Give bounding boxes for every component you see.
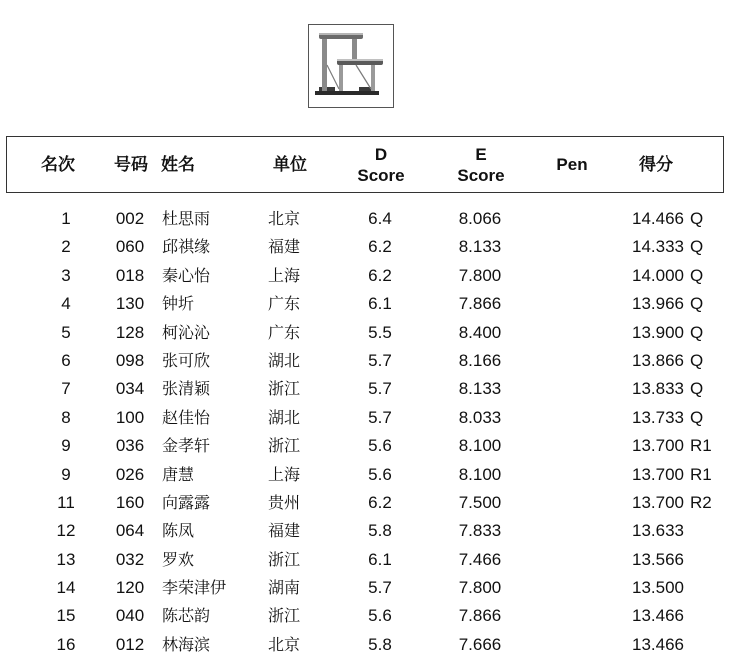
rank-cell: 6: [61, 350, 71, 370]
e-score-cell: 7.666: [458, 634, 502, 654]
header-rank-label: 名次: [41, 155, 75, 174]
d-score-cell: 5.5: [368, 322, 392, 342]
total-cell: 14.466: [632, 209, 684, 228]
name-cell: 陈凤: [162, 521, 195, 541]
total-cell: 13.466: [632, 606, 684, 626]
e-score-cell: 8.400: [458, 322, 502, 342]
name-cell: 向露露: [162, 492, 211, 512]
qualification-cell: Q: [690, 294, 704, 314]
rank-cell: 11: [57, 492, 75, 512]
table-row: [0, 489, 730, 517]
uneven-bars-icon: [308, 24, 394, 108]
name-cell: 张清颖: [162, 379, 211, 399]
rank-cell: 16: [56, 634, 76, 654]
header-e-score: [441, 137, 521, 192]
qualification-cell: R1: [690, 464, 712, 484]
e-score-cell: 8.133: [458, 237, 502, 257]
header-pen-label: Pen: [556, 155, 588, 174]
rank-cell: 8: [61, 407, 71, 427]
e-score-cell: 7.800: [458, 578, 502, 598]
qualification-cell: R1: [690, 436, 712, 456]
table-row: [0, 631, 730, 659]
qualification-cell: Q: [690, 407, 704, 427]
name-cell: 赵佳怡: [162, 407, 211, 427]
rank-cell: 7: [61, 379, 71, 399]
name-cell: 杜思雨: [162, 209, 211, 228]
unit-cell: 广东: [268, 294, 301, 314]
qualification-cell: Q: [690, 379, 704, 399]
results-list: [0, 205, 730, 659]
total-cell: 13.900: [632, 322, 684, 342]
header-unit-label: 单位: [273, 155, 307, 174]
e-score-cell: 8.100: [458, 464, 502, 484]
rank-cell: 1: [61, 209, 71, 228]
number-cell: 064: [115, 521, 145, 541]
number-cell: 032: [115, 549, 145, 569]
unit-cell: 福建: [268, 521, 301, 541]
d-score-cell: 6.2: [368, 492, 392, 512]
total-cell: 13.633: [632, 521, 684, 541]
name-cell: 罗欢: [162, 549, 195, 569]
d-score-cell: 5.7: [368, 578, 392, 598]
header-total: [625, 137, 687, 192]
table-row: [0, 602, 730, 630]
total-cell: 13.733: [632, 407, 684, 427]
e-score-cell: 7.800: [458, 265, 502, 285]
table-row: [0, 233, 730, 261]
name-cell: 林海滨: [162, 634, 211, 654]
name-cell: 秦心怡: [162, 265, 211, 285]
header-number: [107, 137, 155, 192]
header-unit: [262, 137, 318, 192]
rank-cell: 2: [61, 237, 71, 257]
total-cell: 13.700: [632, 492, 684, 512]
header-d-label: D: [374, 144, 388, 164]
total-cell: 13.866: [632, 350, 684, 370]
total-cell: 13.833: [632, 379, 684, 399]
number-cell: 040: [115, 606, 145, 626]
table-row: [0, 347, 730, 375]
unit-cell: 湖南: [268, 578, 301, 598]
unit-cell: 上海: [268, 464, 301, 484]
d-score-cell: 5.8: [368, 634, 392, 654]
header-d-score: [343, 137, 419, 192]
header-pen: [541, 137, 603, 192]
d-score-cell: 6.2: [368, 237, 392, 257]
number-cell: 012: [115, 634, 145, 654]
number-cell: 060: [115, 237, 145, 257]
unit-cell: 福建: [268, 237, 301, 257]
table-row: [0, 432, 730, 460]
e-score-cell: 7.500: [458, 492, 502, 512]
d-score-cell: 5.7: [368, 379, 392, 399]
header-rank: [31, 137, 85, 192]
header-number-label: 号码: [114, 155, 148, 174]
name-cell: 邱祺缘: [162, 237, 211, 257]
number-cell: 034: [115, 379, 145, 399]
name-cell: 钟圻: [162, 294, 195, 314]
total-cell: 13.566: [632, 549, 684, 569]
name-cell: 柯沁沁: [162, 322, 211, 342]
number-cell: 160: [115, 492, 145, 512]
header-total-label: 得分: [639, 155, 673, 174]
d-score-cell: 5.6: [368, 606, 392, 626]
name-cell: 金孝轩: [162, 436, 211, 456]
number-cell: 120: [115, 578, 145, 598]
qualification-cell: Q: [690, 237, 704, 257]
d-score-cell: 5.6: [368, 436, 392, 456]
e-score-cell: 8.100: [458, 436, 502, 456]
number-cell: 128: [115, 322, 145, 342]
e-score-cell: 7.866: [458, 294, 502, 314]
unit-cell: 北京: [268, 634, 301, 654]
d-score-cell: 5.6: [368, 464, 392, 484]
d-score-cell: 6.1: [368, 294, 392, 314]
number-cell: 100: [115, 407, 145, 427]
d-score-cell: 6.1: [368, 549, 392, 569]
e-score-cell: 8.133: [458, 379, 502, 399]
name-cell: 张可欣: [162, 350, 211, 370]
e-score-cell: 8.066: [458, 209, 502, 228]
qualification-cell: Q: [690, 265, 704, 285]
table-row: [0, 262, 730, 290]
unit-cell: 北京: [268, 209, 301, 228]
rank-cell: 4: [61, 294, 71, 314]
unit-cell: 浙江: [268, 436, 301, 456]
rank-cell: 14: [56, 578, 76, 598]
qualification-cell: Q: [690, 209, 704, 228]
number-cell: 026: [115, 464, 145, 484]
table-row: [0, 375, 730, 403]
table-row: [0, 546, 730, 574]
e-score-cell: 8.166: [458, 350, 502, 370]
header-d-score-label: Score: [357, 165, 405, 185]
table-header: [6, 136, 724, 193]
unit-cell: 浙江: [268, 549, 301, 569]
e-score-cell: 8.033: [458, 407, 502, 427]
rank-cell: 12: [56, 521, 76, 541]
unit-cell: 贵州: [268, 492, 301, 512]
unit-cell: 湖北: [268, 350, 301, 370]
e-score-cell: 7.466: [458, 549, 502, 569]
total-cell: 14.000: [632, 265, 684, 285]
d-score-cell: 5.7: [368, 407, 392, 427]
table-row: [0, 574, 730, 602]
rank-cell: 15: [56, 606, 76, 626]
name-cell: 唐慧: [162, 464, 195, 484]
rank-cell: 5: [61, 322, 71, 342]
table-row: [0, 517, 730, 545]
d-score-cell: 5.8: [368, 521, 392, 541]
header-name-label: 姓名: [161, 155, 195, 174]
total-cell: 14.333: [632, 237, 684, 257]
total-cell: 13.500: [632, 578, 684, 598]
qualification-cell: Q: [690, 322, 704, 342]
unit-cell: 浙江: [268, 379, 301, 399]
total-cell: 13.466: [632, 634, 684, 654]
header-e-score-label: Score: [457, 165, 505, 185]
table-row: [0, 319, 730, 347]
header-name: [161, 137, 221, 192]
rank-cell: 13: [56, 549, 76, 569]
table-row: [0, 205, 730, 233]
unit-cell: 广东: [268, 322, 301, 342]
rank-cell: 9: [61, 436, 71, 456]
header-e-label: E: [475, 144, 487, 164]
unit-cell: 上海: [268, 265, 301, 285]
name-cell: 李荣津伊: [162, 578, 227, 598]
total-cell: 13.966: [632, 294, 684, 314]
total-cell: 13.700: [632, 464, 684, 484]
unit-cell: 浙江: [268, 606, 301, 626]
e-score-cell: 7.866: [458, 606, 502, 626]
name-cell: 陈芯韵: [162, 606, 211, 626]
number-cell: 130: [115, 294, 145, 314]
rank-cell: 3: [61, 265, 71, 285]
table-row: [0, 404, 730, 432]
e-score-cell: 7.833: [458, 521, 502, 541]
rank-cell: 9: [61, 464, 71, 484]
qualification-cell: R2: [690, 492, 712, 512]
d-score-cell: 6.2: [368, 265, 392, 285]
d-score-cell: 6.4: [368, 209, 392, 228]
d-score-cell: 5.7: [368, 350, 392, 370]
number-cell: 036: [115, 436, 145, 456]
table-row: [0, 461, 730, 489]
table-row: [0, 290, 730, 318]
qualification-cell: Q: [690, 350, 704, 370]
number-cell: 002: [115, 209, 145, 228]
total-cell: 13.700: [632, 436, 684, 456]
number-cell: 018: [115, 265, 145, 285]
number-cell: 098: [115, 350, 145, 370]
unit-cell: 湖北: [268, 407, 301, 427]
